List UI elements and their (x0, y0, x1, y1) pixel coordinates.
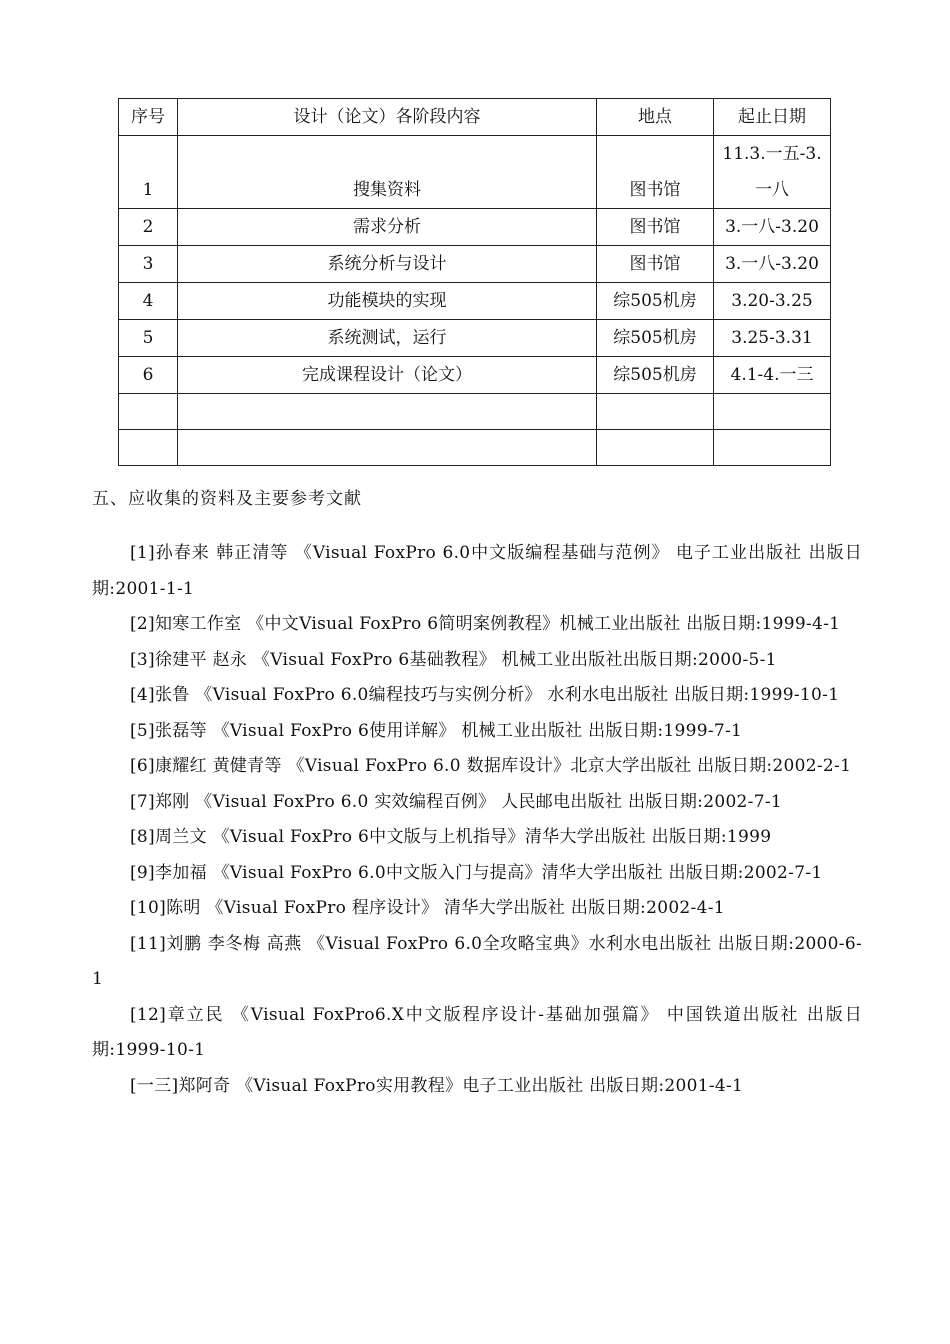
reference-item: [3]徐建平 赵永 《Visual FoxPro 6基础教程》 机械工业出版社出版日期:2000-5-1 (130, 649, 777, 670)
header-date: 起止日期 (714, 99, 831, 136)
cell-place (597, 394, 714, 430)
table-row (119, 394, 831, 430)
reference-item: [8]周兰文 《Visual FoxPro 6中文版与上机指导》清华大学出版社 出版日期:1999 (130, 827, 772, 847)
cell-date: 3.25-3.31 (714, 320, 831, 357)
cell-no: 1 (119, 136, 178, 209)
reference-item: [一三]郑阿奇 《Visual FoxPro实用教程》电子工业出版社 出版日期:2001-4-1 (130, 1075, 744, 1096)
cell-no: 2 (119, 209, 178, 246)
cell-content (178, 430, 597, 466)
reference-item: [7]郑刚 《Visual FoxPro 6.0 实效编程百例》 人民邮电出版社 出版日期:2002-7-1 (130, 791, 782, 812)
cell-no: 5 (119, 320, 178, 357)
cell-place: 图书馆 (597, 209, 714, 246)
header-content: 设计（论文）各阶段内容 (178, 99, 597, 136)
cell-date: 3.一八-3.20 (714, 246, 831, 283)
reference-item: [12]章立民 《Visual FoxPro6.X中文版程序设计-基础加强篇》 中国铁道出版社 出版日期:1999-10-1 (92, 1004, 862, 1060)
cell-place: 综505机房 (597, 320, 714, 357)
cell-date: 4.1-4.一三 (714, 357, 831, 394)
cell-no: 6 (119, 357, 178, 394)
reference-list (92, 536, 862, 1104)
cell-content: 功能模块的实现 (178, 283, 597, 320)
cell-place (597, 430, 714, 466)
cell-no: 3 (119, 246, 178, 283)
cell-content: 完成课程设计（论文） (178, 357, 597, 394)
cell-date: 11.3.一五-3.一八 (714, 136, 831, 209)
table-row (119, 283, 831, 320)
cell-content (178, 394, 597, 430)
table-row (119, 246, 831, 283)
cell-content: 系统分析与设计 (178, 246, 597, 283)
reference-item: [4]张鲁 《Visual FoxPro 6.0编程技巧与实例分析》 水利水电出版社 出版日期:1999-10-1 (130, 685, 840, 705)
header-place: 地点 (597, 99, 714, 136)
section-heading: 五、应收集的资料及主要参考文献 (92, 489, 362, 509)
cell-place: 图书馆 (597, 136, 714, 209)
cell-place: 综505机房 (597, 283, 714, 320)
header-no: 序号 (119, 99, 178, 136)
reference-item: [10]陈明 《Visual FoxPro 程序设计》 清华大学出版社 出版日期:2002-4-1 (130, 898, 725, 918)
reference-item: [6]康耀红 黄健青等 《Visual FoxPro 6.0 数据库设计》北京大学出版社 出版日期:2002-2-1 (130, 756, 852, 776)
cell-no (119, 394, 178, 430)
table-row (119, 357, 831, 394)
reference-item: [2]知寒工作室 《中文Visual FoxPro 6简明案例教程》机械工业出版社 出版日期:1999-4-1 (130, 614, 841, 634)
table-row (119, 320, 831, 357)
cell-date: 3.一八-3.20 (714, 209, 831, 246)
cell-no (119, 430, 178, 466)
table-row (119, 209, 831, 246)
cell-content: 需求分析 (178, 209, 597, 246)
cell-content: 搜集资料 (178, 136, 597, 209)
cell-place: 图书馆 (597, 246, 714, 283)
cell-date: 3.20-3.25 (714, 283, 831, 320)
table-row (119, 430, 831, 466)
table-header-row (119, 99, 831, 136)
table-row (119, 136, 831, 209)
cell-content: 系统测试，运行 (178, 320, 597, 357)
reference-item: [1]孙春来 韩正清等 《Visual FoxPro 6.0中文版编程基础与范例》 电子工业出版社 出版日期:2001-1-1 (92, 543, 862, 599)
schedule-table (118, 98, 831, 466)
reference-item: [11]刘鹏 李冬梅 高燕 《Visual FoxPro 6.0全攻略宝典》水利水电出版社 出版日期:2000-6-1 (92, 933, 862, 989)
cell-date (714, 394, 831, 430)
cell-date (714, 430, 831, 466)
cell-no: 4 (119, 283, 178, 320)
reference-item: [5]张磊等 《Visual FoxPro 6使用详解》 机械工业出版社 出版日期:1999-7-1 (130, 720, 743, 741)
cell-place: 综505机房 (597, 357, 714, 394)
reference-item: [9]李加福 《Visual FoxPro 6.0中文版入门与提高》清华大学出版社 出版日期:2002-7-1 (130, 862, 823, 883)
